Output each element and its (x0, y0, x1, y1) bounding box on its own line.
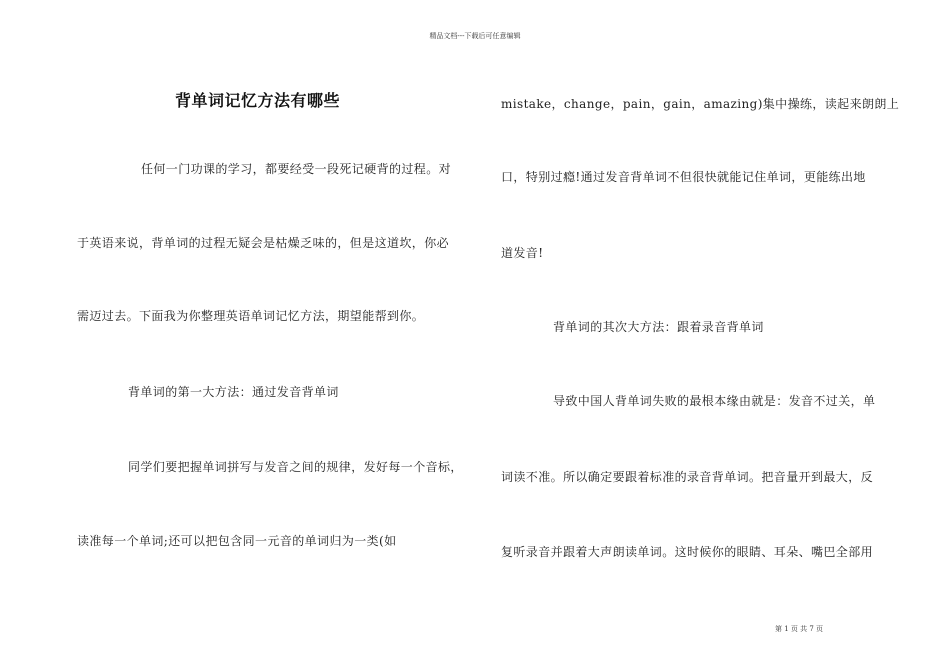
right-column-line-5: 导致中国人背单词失败的最根本缘由就是：发音不过关，单 (553, 394, 876, 408)
left-column-line-5: 同学们要把握单词拼写与发音之间的规律，发好每一个音标， (128, 460, 463, 474)
right-section-heading-2: 背单词的其次大方法：跟着录音背单词 (553, 320, 764, 334)
left-column-line-2: 于英语来说，背单词的过程无疑会是枯燥乏味的，但是这道坎，你必 (77, 236, 450, 250)
right-column-line-1: mistake，change，pain，gain，amazing)集中操练，读起来朗朗上 (501, 97, 900, 111)
right-column-line-3: 道发音! (501, 246, 544, 260)
document-title: 背单词记忆方法有哪些 (175, 91, 341, 110)
right-column-line-6: 词读不准。所以确定要跟着标准的录音背单词。把音量开到最大，反 (501, 470, 874, 484)
right-column-line-2: 口，特别过瘾!通过发音背单词不但很快就能记住单词，更能练出地 (501, 170, 866, 184)
left-column-line-3: 需迈过去。下面我为你整理英语单词记忆方法，期望能帮到你。 (77, 309, 425, 323)
header-note: 精品文档---下载后可任意编辑 (429, 32, 521, 40)
page-number: 第 1 页 共 7 页 (775, 625, 824, 633)
left-column-line-1: 任何一门功课的学习，都要经受一段死记硬背的过程。对 (141, 162, 452, 176)
left-column-line-6: 读准每一个单词;还可以把包含同一元音的单词归为一类(如 (77, 534, 397, 548)
right-column-line-7: 复听录音并跟着大声朗读单词。这时候你的眼睛、耳朵、嘴巴全部用 (501, 545, 874, 559)
left-section-heading-1: 背单词的第一大方法：通过发音背单词 (128, 385, 339, 399)
